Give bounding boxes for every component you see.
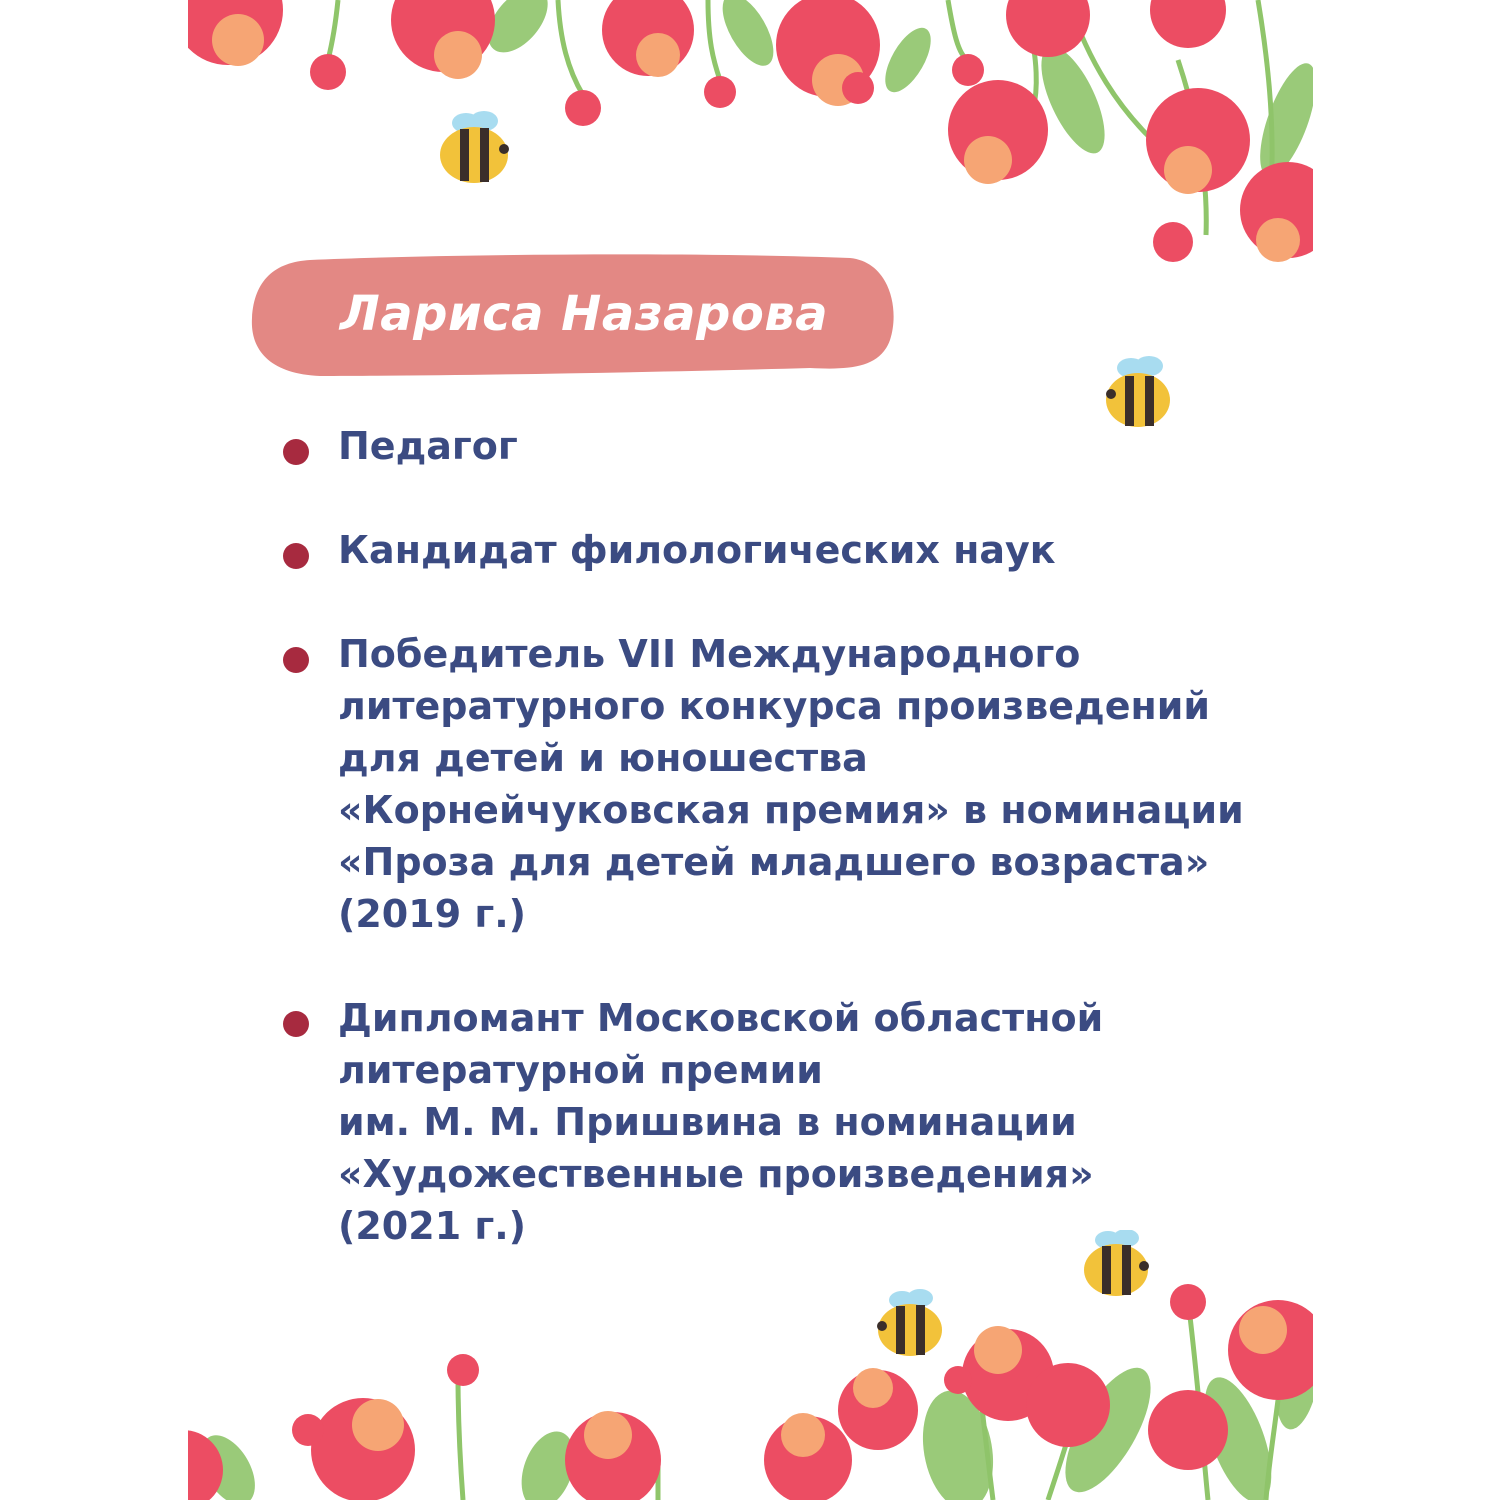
list-item — [278, 524, 1268, 576]
list-item-text: Кандидат филологических наук — [338, 528, 1056, 572]
flower-garland-icon — [188, 0, 1313, 290]
credentials-list — [278, 420, 1268, 1304]
author-card — [188, 0, 1313, 1500]
bee-icon — [440, 111, 509, 183]
bee-icon — [1084, 1230, 1149, 1296]
list-item-text: Победитель VII Международного литературного конкурса произведений для детей и юношества «Корнейчуковская премия» в номинации «Проза для детей младшего возраста» (2019 г.) — [338, 632, 1244, 936]
bullet-icon — [283, 543, 309, 569]
author-name: Лариса Назарова — [339, 286, 829, 342]
bullet-icon — [283, 1011, 309, 1037]
list-item — [278, 420, 1268, 472]
list-item — [278, 628, 1268, 940]
list-item — [278, 992, 1268, 1252]
list-item-text: Дипломант Московской областной литературной премии им. М. М. Пришвина в номинации «Художественные произведения» (2021 г.) — [338, 996, 1104, 1248]
title-banner — [250, 250, 898, 378]
bee-icon — [877, 1289, 942, 1356]
list-item-text: Педагог — [338, 424, 518, 468]
bullet-icon — [283, 647, 309, 673]
flower-bed-icon — [188, 1230, 1313, 1500]
bullet-icon — [283, 439, 309, 465]
